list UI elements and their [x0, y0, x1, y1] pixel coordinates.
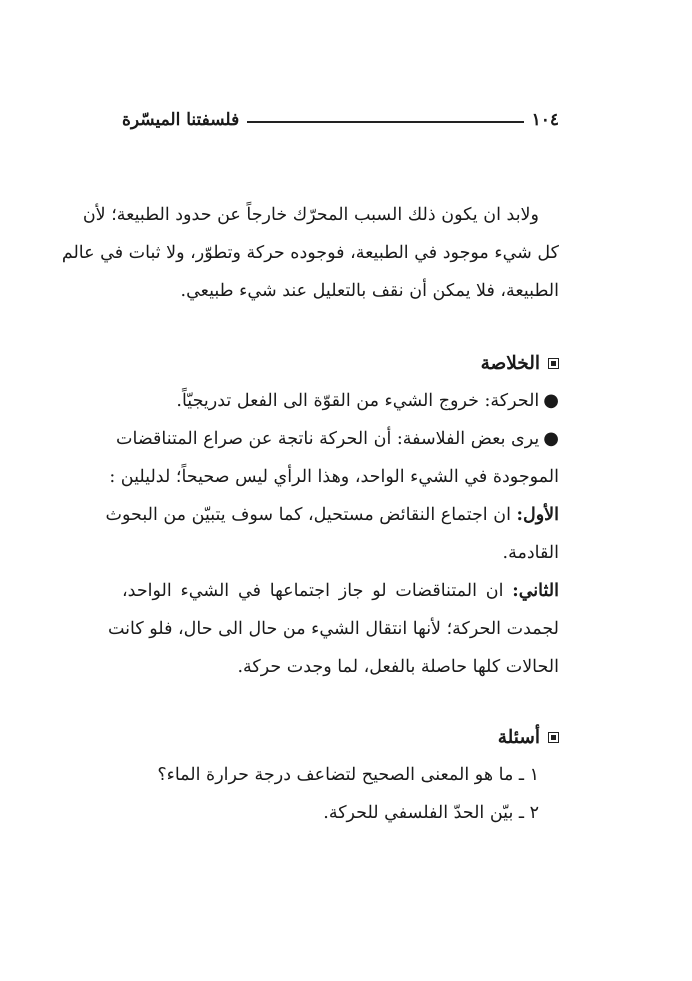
second-continuation: لجمدت الحركة؛ لأنها انتقال الشيء من حال الى حال، فلو كانت [107, 619, 559, 639]
intro-paragraph [61, 196, 559, 310]
boxed-square-icon [548, 732, 559, 743]
second-argument [122, 572, 559, 610]
page-number: ١٠٤ [531, 110, 559, 130]
summary-section [105, 344, 559, 686]
first-text: ان اجتماع النقائض مستحيل، كما سوف يتبيّن من البحوث [105, 505, 511, 525]
paragraph-line: ولابد ان يكون ذلك السبب المحرّك خارجاً عن حدود الطبيعة؛ لأن [82, 205, 539, 225]
summary-heading-text: الخلاصة [480, 352, 540, 374]
header-rule [247, 121, 523, 123]
bullet-dot-icon: ● [543, 390, 559, 411]
bullet-dot-icon: ● [543, 428, 559, 449]
bullet-text: الحركة: خروج الشيء من القوّة الى الفعل تدريجيّاً. [176, 391, 540, 411]
boxed-square-icon [548, 358, 559, 369]
summary-bullet [116, 420, 559, 458]
summary-heading [122, 344, 559, 382]
first-term: الأول: [516, 505, 559, 525]
question-item: ٢ ـ بيّن الحدّ الفلسفي للحركة. [323, 803, 539, 823]
paragraph-line: كل شيء موجود في الطبيعة، فوجوده حركة وتطوّر، ولا ثبات في عالم [61, 243, 559, 263]
second-term: الثاني: [512, 581, 559, 601]
questions-heading-text: أسئلة [497, 726, 540, 748]
paragraph-line: الطبيعة، فلا يمكن أن نقف بالتعليل عند شيء طبيعي. [180, 281, 559, 301]
questions-heading [122, 718, 559, 756]
summary-bullet [122, 382, 559, 420]
questions-section [122, 718, 559, 832]
question-item: ١ ـ ما هو المعنى الصحيح لتضاعف درجة حرارة الماء؟ [157, 765, 539, 785]
running-header [122, 110, 559, 130]
bullet-continuation: الموجودة في الشيء الواحد، وهذا الرأي ليس صحيحاً؛ لدليلين : [109, 467, 559, 487]
second-text: ان المتناقضات لو جاز اجتماعها في الشيء الواحد، [122, 581, 504, 601]
second-continuation: الحالات كلها حاصلة بالفعل، لما وجدت حركة. [237, 657, 559, 677]
book-title: فلسفتنا الميسّرة [122, 110, 240, 130]
first-argument [105, 496, 559, 534]
first-continuation: القادمة. [502, 543, 559, 563]
bullet-text: يرى بعض الفلاسفة: أن الحركة ناتجة عن صراع المتناقضات [116, 429, 540, 449]
